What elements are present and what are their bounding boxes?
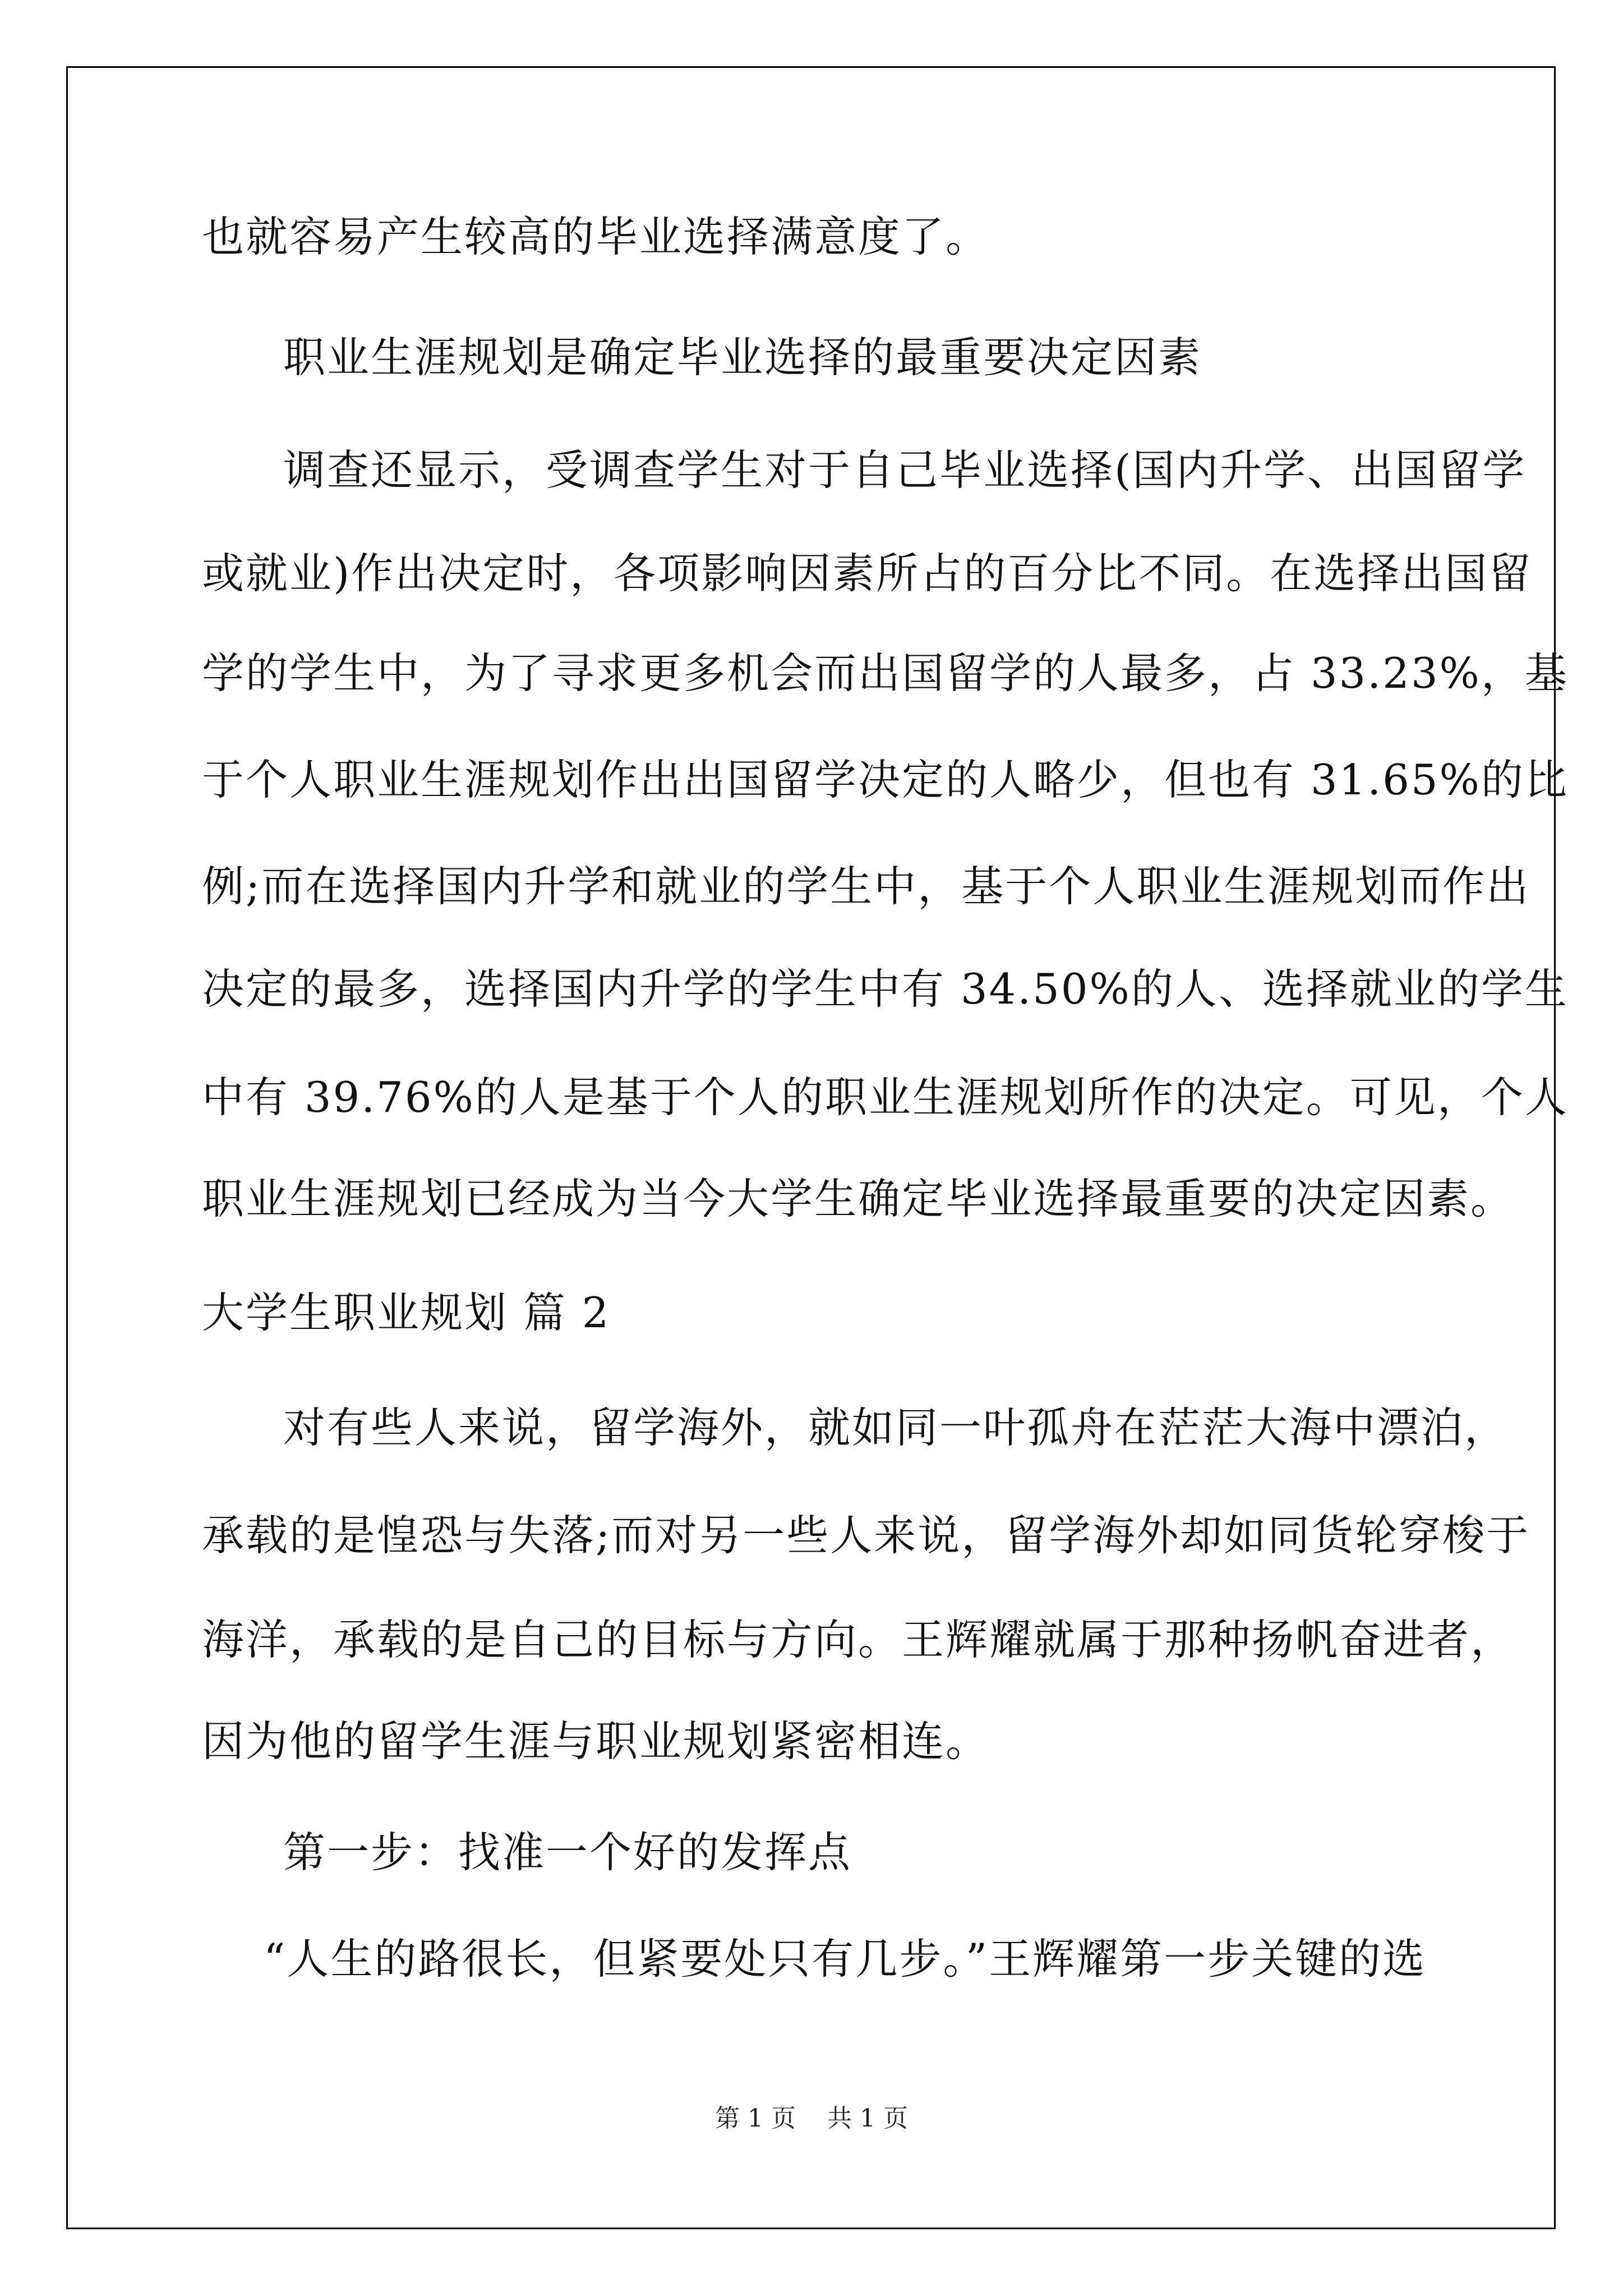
body-line: 中有 39.76%的人是基于个人的职业生涯规划所作的决定。可见，个人 — [202, 1073, 1569, 1122]
page-border — [66, 66, 1556, 2229]
body-line: 例;而在选择国内升学和就业的学生中，基于个人职业生涯规划而作出 — [202, 862, 1530, 911]
subheading: 职业生涯规划是确定毕业选择的最重要决定因素 — [283, 333, 1202, 382]
subheading: 第一步：找准一个好的发挥点 — [283, 1828, 852, 1877]
body-line: 或就业)作出决定时，各项影响因素所占的百分比不同。在选择出国留 — [202, 549, 1533, 598]
body-line: 职业生涯规划已经成为当今大学生确定毕业选择最重要的决定因素。 — [202, 1174, 1515, 1223]
body-line: 学的学生中，为了寻求更多机会而出国留学的人最多，占 33.23%，基 — [202, 648, 1569, 698]
page-total: 共 1 页 — [827, 2104, 908, 2133]
body-line: 于个人职业生涯规划作出出国留学决定的人略少，但也有 31.65%的比 — [202, 755, 1569, 804]
body-line: 海洋，承载的是自己的目标与方向。王辉耀就属于那种扬帆奋进者， — [202, 1615, 1515, 1664]
page-number: 第 1 页 — [715, 2104, 796, 2133]
page-footer — [0, 2098, 1623, 2134]
body-line: 承载的是惶恐与失落;而对另一些人来说，留学海外却如同货轮穿梭于 — [202, 1511, 1530, 1560]
section-heading: 大学生职业规划 篇 2 — [202, 1288, 611, 1337]
body-line: “人生的路很长，但紧要处只有几步。”王辉耀第一步关键的选 — [264, 1934, 1427, 1984]
body-line: 也就容易产生较高的毕业选择满意度了。 — [202, 212, 990, 261]
body-line: 因为他的留学生涯与职业规划紧密相连。 — [202, 1717, 990, 1766]
body-line: 决定的最多，选择国内升学的学生中有 34.50%的人、选择就业的学生 — [202, 964, 1569, 1014]
body-line: 对有些人来说，留学海外，就如同一叶孤舟在茫茫大海中漂泊， — [283, 1403, 1509, 1452]
body-line: 调查还显示，受调查学生对于自己毕业选择(国内升学、出国留学 — [283, 445, 1527, 495]
